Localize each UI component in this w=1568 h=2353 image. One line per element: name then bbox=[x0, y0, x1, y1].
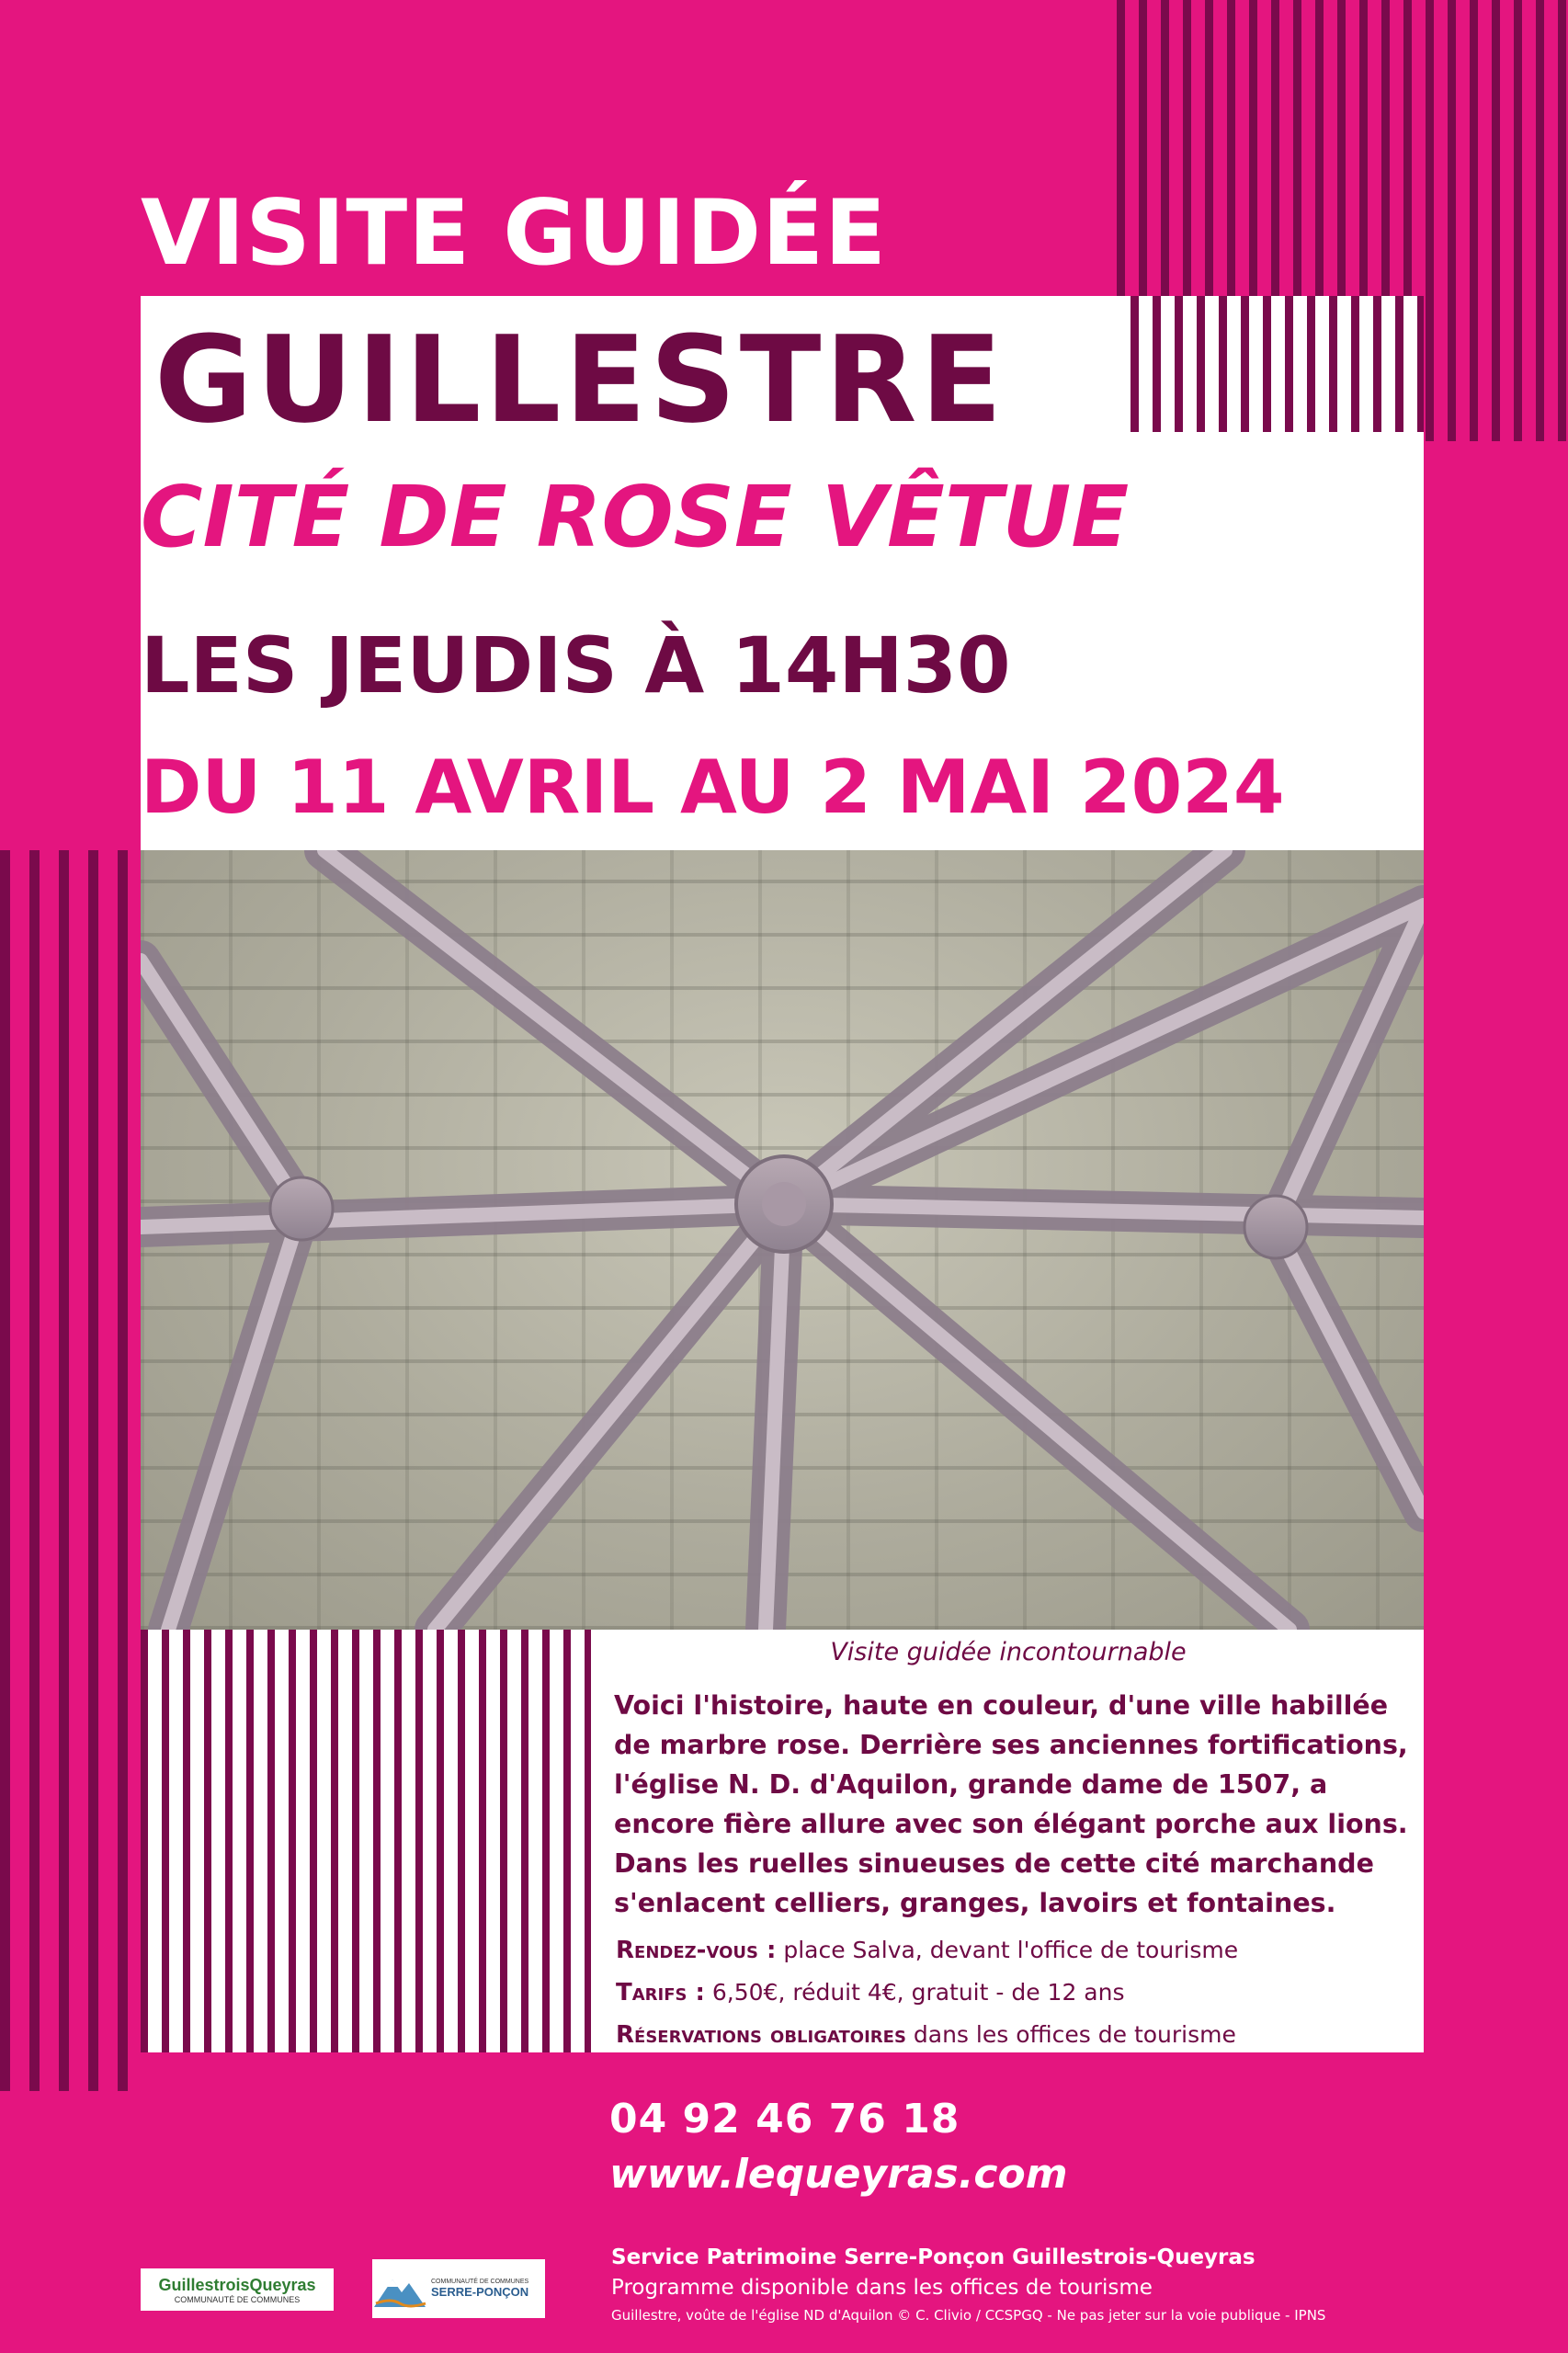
headline-schedule: LES JEUDIS À 14H30 bbox=[141, 620, 1011, 710]
decorative-stripes-left bbox=[0, 850, 141, 2091]
info-prices-value: 6,50€, réduit 4€, gratuit - de 12 ans bbox=[704, 1979, 1125, 2006]
contact-phone: 04 92 46 76 18 bbox=[609, 2096, 960, 2143]
logo-serre-poncon-top: COMMUNAUTÉ DE COMMUNES bbox=[431, 2279, 529, 2285]
info-prices-label: Tarifs : bbox=[616, 1979, 705, 2006]
info-prices bbox=[616, 1979, 1415, 2007]
info-meeting-point bbox=[616, 1937, 1415, 1965]
logo-serre-poncon-name: SERRE-PONÇON bbox=[431, 2285, 529, 2299]
info-booking-value: dans les offices de tourisme bbox=[905, 2021, 1236, 2048]
description-subtitle: Visite guidée incontournable bbox=[830, 1638, 1187, 1666]
info-booking bbox=[616, 2021, 1415, 2050]
title-panel-stripes bbox=[1131, 296, 1424, 432]
info-meeting-value: place Salva, devant l'office de tourisme bbox=[776, 1937, 1239, 1963]
headline-town: GUILLESTRE bbox=[154, 310, 1006, 449]
vault-photo bbox=[141, 850, 1424, 1630]
info-meeting-label: Rendez-vous : bbox=[616, 1937, 777, 1964]
logo-guillestrois-queyras-name: GuillestroisQueyras bbox=[158, 2275, 316, 2294]
description-body: Voici l'histoire, haute en couleur, d'une ville habillée de marbre rose. Derrière ses anciennes fortifications, l'église N. D. d'Aquilon, grande dame de 1507, a encore fière allure avec son élégant porche aux lions. Dans les ruelles sinueuses de cette cité marchande s'enlacent celliers, granges, lavoirs et fontaines. bbox=[614, 1690, 1408, 1918]
headline-dates: DU 11 AVRIL AU 2 MAI 2024 bbox=[141, 745, 1285, 830]
logo-serre-poncon bbox=[372, 2259, 545, 2318]
logo-guillestrois-queyras-sub: COMMUNAUTÉ DE COMMUNES bbox=[174, 2294, 301, 2304]
footer-program: Programme disponible dans les offices de tourisme bbox=[611, 2276, 1153, 2300]
headline-visite-guidee: VISITE GUIDÉE bbox=[141, 181, 887, 286]
mountain-icon bbox=[372, 2267, 427, 2311]
contact-website[interactable]: www.lequeyras.com bbox=[609, 2151, 1068, 2198]
logo-guillestrois-queyras bbox=[141, 2268, 334, 2311]
vault-ribs-illustration bbox=[141, 850, 1424, 1630]
footer-credits: Guillestre, voûte de l'église ND d'Aquilon © C. Clivio / CCSPGQ - Ne pas jeter sur la voie publique - IPNS bbox=[611, 2307, 1326, 2324]
description-panel-stripes bbox=[141, 1630, 591, 2052]
footer-service: Service Patrimoine Serre-Ponçon Guillestrois-Queyras bbox=[611, 2245, 1256, 2269]
headline-tagline: CITÉ DE ROSE VÊTUE bbox=[141, 468, 1130, 566]
info-booking-label: Réservations obligatoires bbox=[616, 2021, 906, 2049]
